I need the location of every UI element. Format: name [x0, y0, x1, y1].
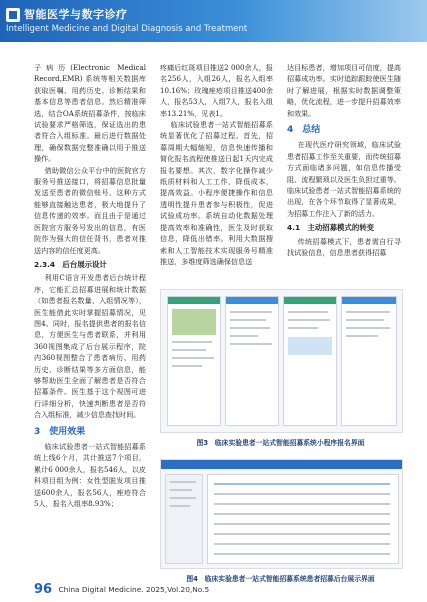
paragraph: 子病历(Electronic Medical Record,EMR) 系统等相关数据库获取医嘱、用药历史、诊断结果和基本信息等患者信息。然后精准筛选，结合OA系统招募条件，按临床试验要求严格筛选，保证选出的患者符合入组标准。最后进行数据处理，确保数据完整准确以用于推送操作。: [34, 63, 146, 164]
header-title-en: Intelligent Medicine and Digital Diagnosis and Treatment: [6, 24, 248, 34]
journal-header: [0, 0, 427, 42]
figure-4-caption: 图4 临床实验患者一站式智能招募系统患者招募后台展示界面: [186, 575, 375, 583]
dashboard-sidebar: [165, 474, 203, 564]
header-title-cn: 智能医学与数字诊疗: [24, 8, 128, 21]
paragraph: 达目标患者，增加项目可信度，提高招募成功率。实时追踪跟踪使医生随时了解进展，根据实时数据调整策略，优化流程，进一步提升招募效率和效果。: [287, 63, 401, 118]
paragraph: 利用C语言开发患者后台统计程序，它能汇总招募进展和统计数据（如患者报名数量、入组情况等），医生能借此实时掌握招募情况，见图4。同时，报名提供患者的报名信息，方便医生与患者联系，并利用360视图集成了后台展示程序，院内360视图整合了患者病历、用药历史、诊断结果等多方面信息，能够帮助医生全面了解患者是否符合招募条件。医生基于这个视图可进行详细分析，快速判断患者是否符合入组标准，减少信息查找时间。: [34, 273, 146, 420]
phone-screen: [341, 296, 397, 426]
dashboard-table: [207, 474, 399, 564]
figure-3-caption: 图3 临床实验患者一站式智能招募系统小程序报名界面: [196, 439, 365, 447]
paragraph: 临床试验患者一站式智能招募系统显著优化了招募过程。首先，招募周期大幅缩短，信息快速传播和简化报名流程使推送日起1天内完成报名要想。其次，数字化操作减少纸质材料和人工工作，降低成本，提高效益。小程序便捷操作和信息透明性提升患者参与积极性，促进试验成功率。系统自动化数据处理提高效率和准确性，医生及时获取信息，降低出错率。利用大数据搜索和人工智能技术实现服务号精准推送，多维度筛选确保信息送: [160, 120, 273, 266]
journal-logo-icon: [6, 8, 20, 22]
paragraph: 临床试验患者一站式智能招募系统上线6个月，共计推送7个项目，累计6 000余人，报名546人，以皮科项目组为例：女性型脱发项目推送600余人，报名56人，痤疮符合5人，报名入组率8.93%；: [34, 442, 146, 509]
phone-screen: [167, 296, 221, 426]
section-heading-4: 4 总结: [287, 125, 321, 136]
section-heading-2-3-4: 2.3.4 后台展示设计: [34, 259, 107, 269]
column-1: [34, 62, 146, 509]
paragraph: 在现代医疗研究领域，临床试验患者招募工作至关重要，而传统招募方式面临诸多问题，如信息传播受阻、流程繁琐以及医生负担过重等。临床试验患者一站式智能招募系统的出现，在各个环节取得了显著成果，为招募工作注入了新的活力。: [287, 140, 401, 218]
column-3: [287, 62, 401, 259]
paragraph: 借助微信公众平台中的医院官方服务号推送接口，将招募信息批量发送至患者的微信账号。这种方式能够直接触达患者，极大地提升了信息传递的效率。而且由于是通过医院官方服务号发出的信息，有医院作为强大的信任背书，患者对推送内容的信任度更高。: [34, 165, 146, 255]
phone-screen: [225, 296, 279, 426]
column-2: [160, 62, 273, 267]
section-heading-3: 3 使用效果: [34, 426, 86, 437]
section-heading-4-1: 4.1 主动招募模式的转变: [287, 223, 374, 233]
journal-citation: China Digital Medicine. 2025,Vol.20,No.5: [58, 585, 210, 594]
page-number: 96: [34, 582, 53, 597]
paragraph: 疼痛后红斑项目推送2 000余人，报名256人，入组26人，报名入组率10.16%；玫瑰痤疮项目推送400余人，报名53人，入组7人，报名入组率13.21%，见表1。: [160, 63, 273, 118]
paragraph: 传统招募模式下，患者需自行寻找试验信息，信息患者获得招募: [287, 236, 401, 258]
figure-4-image: [160, 459, 403, 569]
figure-3-image: [160, 289, 403, 433]
page-footer: [34, 582, 209, 597]
phone-screen: [283, 296, 337, 426]
